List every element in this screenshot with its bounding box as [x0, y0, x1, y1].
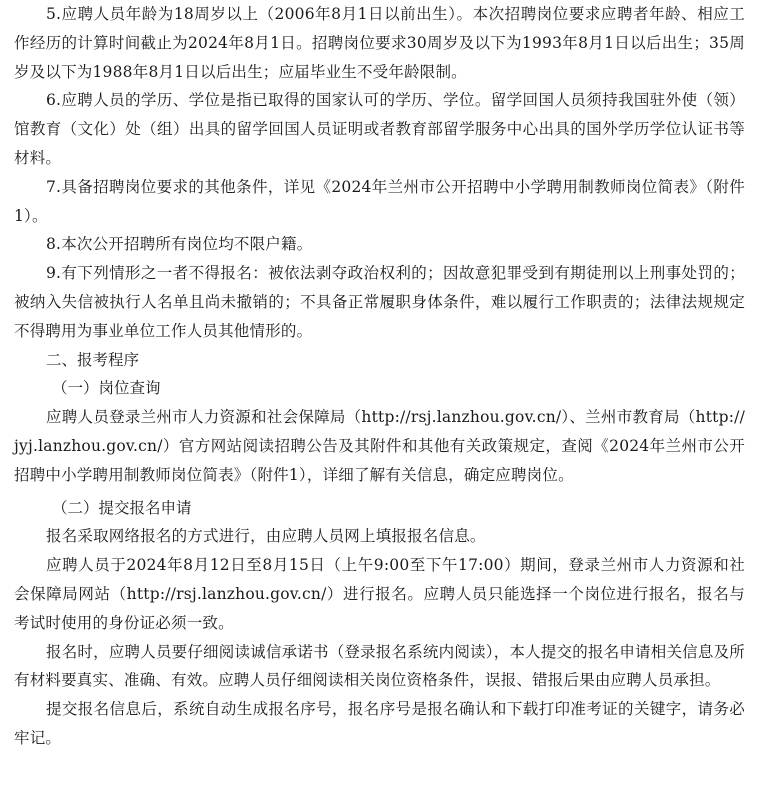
- paragraph-registration-period: 应聘人员于2024年8月12日至8月15日（上午9:00至下午17:00）期间，登录兰州市人力资源和社会保障局网站（http://rsj.lanzhou.gov.cn/）进行报名。应聘人员只能选择一个岗位进行报名，报名与考试时使用的身份证必须一致。: [14, 556, 745, 632]
- section-heading-application-procedure: 二、报考程序: [46, 350, 140, 369]
- paragraph-online-registration: 报名采取网络报名的方式进行，由应聘人员网上填报报名信息。: [46, 527, 486, 546]
- paragraph-other-conditions: 7.具备招聘岗位要求的其他条件，详见《2024年兰州市公开招聘中小学聘用制教师岗位简表》（附件1）。: [14, 177, 745, 225]
- paragraph-household-registration: 8.本次公开招聘所有岗位均不限户籍。: [46, 235, 313, 254]
- paragraph-integrity-commitment: 报名时，应聘人员要仔细阅读诚信承诺书（登录报名系统内阅读），本人提交的报名申请相关信息及所有材料要真实、准确、有效。应聘人员仔细阅读相关岗位资格条件，误报、错报后果由应聘人员承担。: [14, 642, 745, 690]
- subsection-heading-position-lookup: （一）岗位查询: [52, 379, 161, 398]
- paragraph-education-requirement: 6.应聘人员的学历、学位是指已取得的国家认可的学历、学位。留学回国人员须持我国驻外使（领）馆教育（文化）处（组）出具的留学回国人员证明或者教育部留学服务中心出具的国外学历学位认证书等材料。: [14, 91, 745, 167]
- paragraph-position-lookup: 应聘人员登录兰州市人力资源和社会保障局（http://rsj.lanzhou.gov.cn/）、兰州市教育局（http://jyj.lanzhou.gov.cn/）官方网站阅读招聘公告及其附件和其他有关政策规定，查阅《2024年兰州市公开招聘中小学聘用制教师岗位简表》（附件1），详细了解有关信息，确定应聘岗位。: [14, 408, 745, 484]
- document-body: [14, 0, 745, 753]
- paragraph-registration-number: 提交报名信息后，系统自动生成报名序号，报名序号是报名确认和下载打印准考证的关键字，请务必牢记。: [14, 700, 745, 747]
- paragraph-age-requirement: 5.应聘人员年龄为18周岁以上（2006年8月1日以前出生）。本次招聘岗位要求应聘者年龄、相应工作经历的计算时间截止为2024年8月1日。招聘岗位要求30周岁及以下为1993年8月1日以后出生；35周岁及以下为1988年8月1日以后出生；应届毕业生不受年龄限制。: [14, 5, 745, 81]
- subsection-heading-submit-application: （二）提交报名申请: [52, 498, 192, 517]
- paragraph-disqualifications: 9.有下列情形之一者不得报名：被依法剥夺政治权利的；因故意犯罪受到有期徒刑以上刑事处罚的；被纳入失信被执行人名单且尚未撤销的；不具备正常履职身体条件，难以履行工作职责的；法律法规规定不得聘用为事业单位工作人员其他情形的。: [14, 264, 745, 340]
